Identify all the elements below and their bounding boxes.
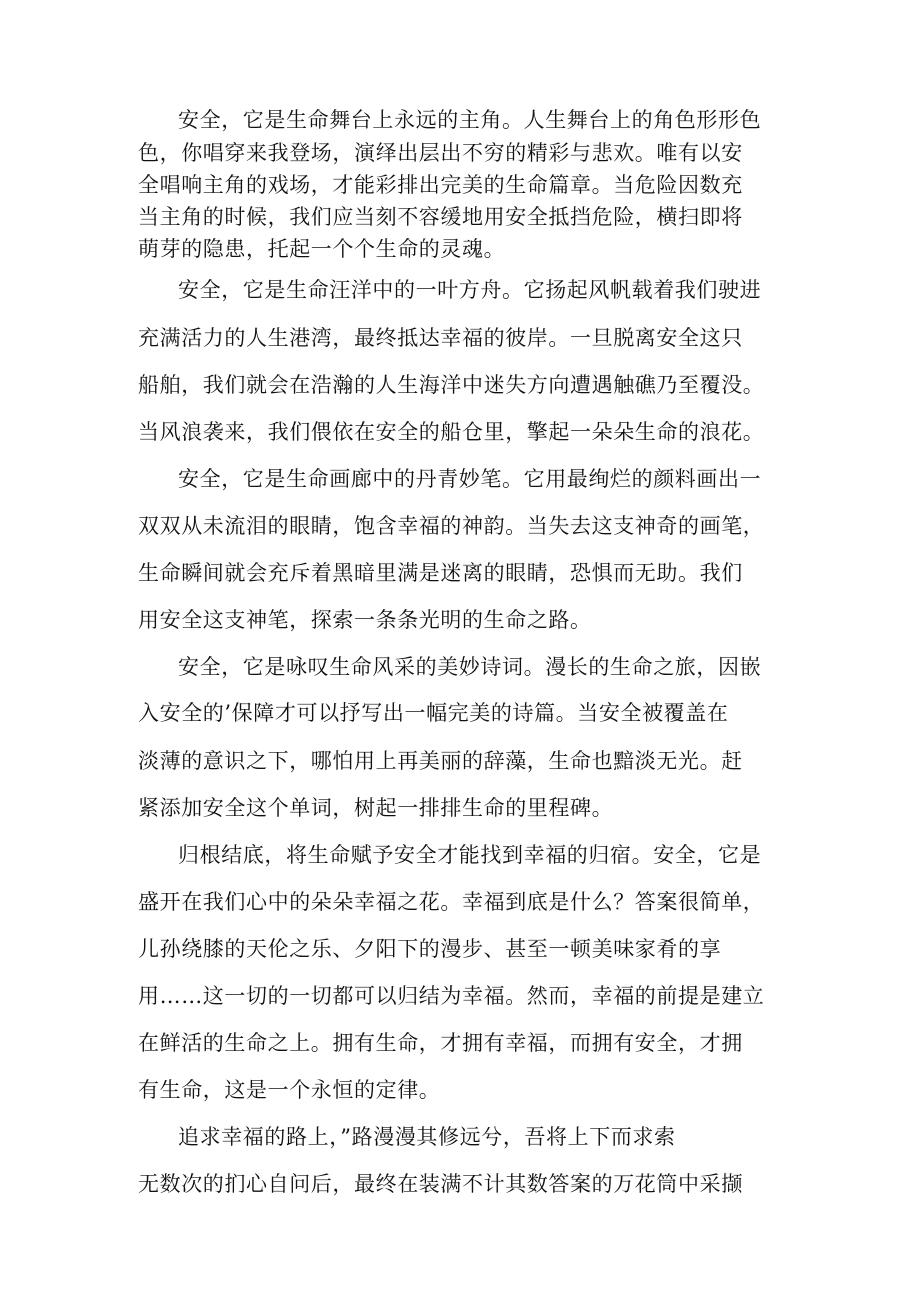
paragraph-1-line-3: 全唱响主角的戏场，才能彩排出完美的生命篇章。当危险因数充 bbox=[138, 173, 743, 197]
paragraph-1-line-5: 萌芽的隐患，托起一个个生命的灵魂。 bbox=[138, 237, 506, 261]
paragraph-2-line-3: 船舶，我们就会在浩瀚的人生海洋中迷失方向遭遇触礁乃至覆没。 bbox=[138, 373, 765, 397]
paragraph-5-line-5: 在鲜活的生命之上。拥有生命，才拥有幸福，而拥有安全，才拥 bbox=[138, 1031, 743, 1055]
paragraph-1-line-2: 色，你唱穿来我登场，演绎出层出不穷的精彩与悲欢。唯有以安 bbox=[138, 141, 743, 165]
paragraph-5-line-2: 盛开在我们心中的朵朵幸福之花。幸福到底是什么？答案很简单， bbox=[138, 890, 765, 914]
paragraph-4-line-3: 淡薄的意识之下，哪怕用上再美丽的辞藻，生命也黯淡无光。赶 bbox=[138, 749, 743, 773]
paragraph-1-line-1: 安全，它是生命舞台上永远的主角。人生舞台上的角色形形色 bbox=[178, 108, 762, 132]
paragraph-4-line-1: 安全，它是咏叹生命风采的美妙诗词。漫长的生命之旅，因嵌 bbox=[178, 655, 762, 679]
paragraph-2-line-1: 安全，它是生命汪洋中的一叶方舟。它扬起风帆载着我们驶进 bbox=[178, 278, 762, 302]
paragraph-2-line-2: 充满活力的人生港湾，最终抵达幸福的彼岸。一旦脱离安全这只 bbox=[138, 326, 743, 350]
paragraph-3-line-4: 用安全这支神笔，探索一条条光明的生命之路。 bbox=[138, 608, 592, 632]
paragraph-4-line-4: 紧添加安全这个单词，树起一排排生命的里程碑。 bbox=[138, 796, 614, 820]
paragraph-3-line-3: 生命瞬间就会充斥着黑暗里满是迷离的眼睛，恐惧而无助。我们 bbox=[138, 561, 743, 585]
paragraph-5-line-4: 用……这一切的一切都可以归结为幸福。然而，幸福的前提是建立 bbox=[138, 984, 765, 1008]
paragraph-1-line-4: 当主角的时候，我们应当刻不容缓地用安全抵挡危险，横扫即将 bbox=[138, 205, 743, 229]
paragraph-3-line-2: 双双从未流泪的眼睛，饱含幸福的神韵。当失去这支神奇的画笔， bbox=[138, 514, 765, 538]
paragraph-5-line-3: 儿孙绕膝的天伦之乐、夕阳下的漫步、甚至一顿美味家肴的享 bbox=[138, 937, 722, 961]
paragraph-3-line-1: 安全，它是生命画廊中的丹青妙笔。它用最绚烂的颜料画出一 bbox=[178, 467, 762, 491]
paragraph-6-line-1: 追求幸福的路上，”路漫漫其修远兮，吾将上下而求索 bbox=[178, 1125, 676, 1149]
paragraph-4-line-2: 入安全的’保障才可以抒写出一幅完美的诗篇。当安全被覆盖在 bbox=[138, 701, 729, 725]
paragraph-5-line-6: 有生命，这是一个永恒的定律。 bbox=[138, 1078, 441, 1102]
paragraph-5-line-1: 归根结底，将生命赋予安全才能找到幸福的归宿。安全，它是 bbox=[178, 843, 762, 867]
paragraph-2-line-4: 当风浪袭来，我们偎依在安全的船仓里，擎起一朵朵生命的浪花。 bbox=[138, 420, 765, 444]
paragraph-6-line-2: 无数次的扪心自问后，最终在装满不计其数答案的万花筒中采撷 bbox=[138, 1172, 743, 1196]
